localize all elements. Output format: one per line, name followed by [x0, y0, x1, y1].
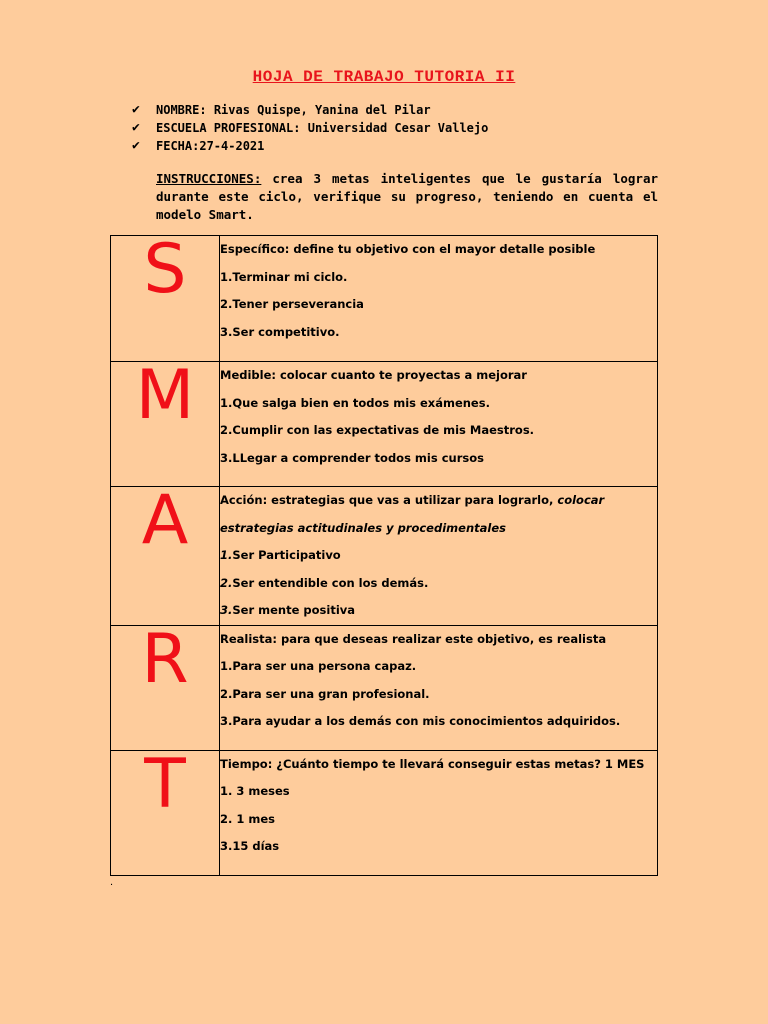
smart-row-m	[111, 362, 658, 487]
smart-letter: R	[141, 619, 189, 699]
smart-table	[110, 230, 658, 876]
row-item: 1.Que salga bien en todos mis exámenes.	[220, 395, 490, 410]
row-item: 1. 3 meses	[220, 784, 290, 798]
info-label: ESCUELA PROFESIONAL:	[156, 121, 301, 135]
footer-mark: .	[110, 876, 114, 888]
row-heading: Específico: define tu objetivo con el mayor detalle posible	[220, 242, 596, 256]
checkmark-icon: ✔	[132, 102, 140, 117]
student-info-list	[132, 101, 488, 155]
row-item: 3.15 días	[220, 839, 280, 853]
instructions-paragraph	[156, 170, 658, 224]
info-value: Rivas Quispe, Yanina del Pilar	[213, 103, 431, 117]
row-item: 2.Ser entendible con los demás.	[220, 575, 429, 590]
smart-letter: M	[135, 356, 195, 435]
checkmark-icon: ✔	[132, 120, 140, 135]
row-item: 1.Terminar mi ciclo.	[220, 269, 348, 284]
row-item: 3.Para ayudar a los demás con mis conocimientos adquiridos.	[220, 714, 621, 728]
row-item: 2. 1 mes	[220, 811, 276, 826]
instructions-label: INSTRUCCIONES:	[156, 171, 262, 186]
info-row-school	[132, 119, 488, 137]
checkmark-icon: ✔	[132, 138, 140, 153]
info-value: Universidad Cesar Vallejo	[307, 121, 489, 135]
row-heading: Tiempo: ¿Cuánto tiempo te llevará conseguir estas metas? 1 MES	[220, 756, 645, 771]
instructions-text: crea 3 metas inteligentes que le gustaría lograr durante este ciclo, verifique su progreso, teniendo en cuenta el modelo Smart.	[156, 171, 658, 222]
row-item: 3.Ser competitivo.	[220, 324, 340, 339]
row-item: 1.Ser Participativo	[220, 548, 341, 562]
info-label: FECHA:	[156, 139, 200, 153]
row-heading: Realista: para que deseas realizar este objetivo, es realista	[220, 631, 607, 646]
worksheet-title: HOJA DE TRABAJO TUTORIA II	[252, 68, 516, 86]
row-item: 1.Para ser una persona capaz.	[220, 659, 417, 673]
smart-letter: S	[143, 230, 187, 309]
smart-row-r	[111, 625, 658, 750]
row-heading: Medible: colocar cuanto te proyectas a mejorar	[220, 368, 527, 382]
row-item: 2.Cumplir con las expectativas de mis Maestros.	[220, 423, 535, 437]
row-item: 2.Para ser una gran profesional.	[220, 686, 430, 701]
info-row-date	[132, 137, 488, 155]
info-label: NOMBRE:	[156, 103, 207, 117]
row-item: 3.LLegar a comprender todos mis cursos	[220, 450, 484, 465]
smart-letter: A	[141, 481, 189, 560]
row-heading: Acción: estrategias que vas a utilizar para lograrlo, colocar estrategias actitudinales y procedimentales	[220, 493, 605, 535]
info-value: 27-4-2021	[199, 139, 265, 153]
smart-row-t	[111, 750, 658, 875]
smart-letter: T	[144, 744, 186, 824]
row-item: 3.Ser mente positiva	[220, 603, 356, 617]
smart-row-a	[111, 487, 658, 626]
row-item: 2.Tener perseverancia	[220, 297, 364, 311]
smart-row-s	[111, 236, 658, 362]
info-row-name	[132, 101, 488, 119]
